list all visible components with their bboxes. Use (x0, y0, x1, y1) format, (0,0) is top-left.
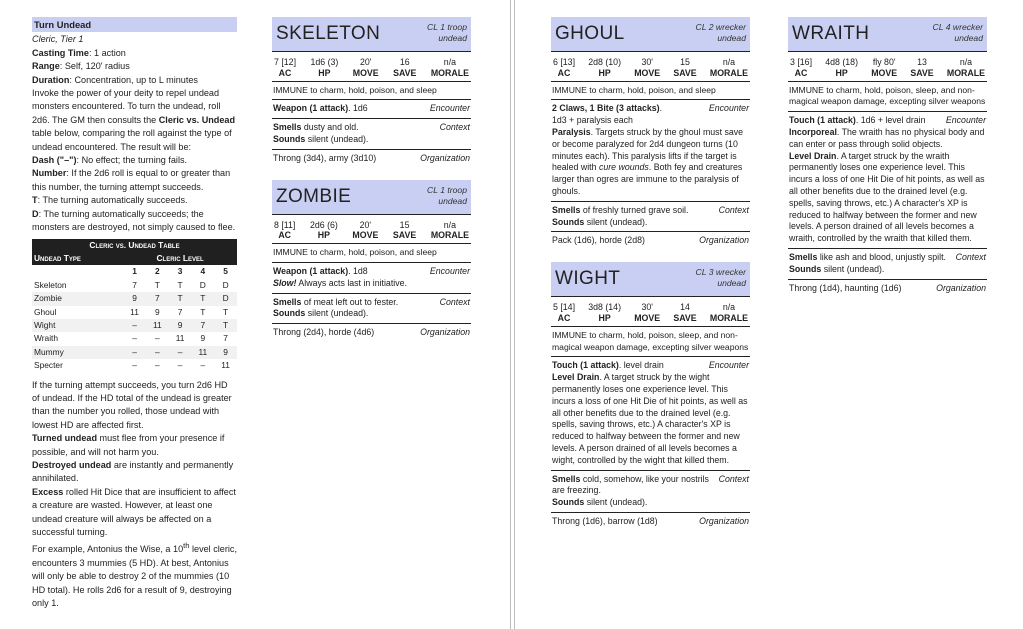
stat-save: 15 SAVE (392, 219, 417, 241)
attack-row: Encounter Weapon (1 attack). 1d8 Slow! Always acts last in initiative. (272, 263, 471, 294)
number-result: Number: If the 2d6 roll is equal to or greater than this number, the turning attempt succeeds. (32, 168, 231, 192)
senses-row: Context Smells dusty and old. Sounds silent (undead). (272, 119, 471, 150)
immunities: IMMUNE to charm, hold, poison, and sleep (551, 82, 750, 101)
challenge-level: CL 1 troop undead (427, 22, 467, 43)
range-line: Range: Self, 120' radius (32, 61, 130, 72)
senses-row: Context Smells cold, somehow, like your nostrils are freezing. Sounds silent (undead). (551, 471, 750, 513)
monster-name: WIGHT (555, 268, 621, 290)
wight-statblock (551, 262, 750, 531)
col-cleric-level: Cleric Level (123, 252, 237, 265)
dash-result: Dash ("–"): No effect; the turning fails. (32, 155, 188, 166)
stat-save: 13 SAVE (910, 57, 934, 78)
stat-ac: 6 [13] AC (553, 57, 576, 78)
senses-row: Context Smells of freshly turned grave soil. Sounds silent (undead). (551, 202, 750, 233)
senses-row: Context Smells like ash and blood, unjustly spilt. Sounds silent (undead). (788, 249, 987, 280)
turned-undead-line: Turned undead must flee from your presence if possible, and will not harm you. (32, 433, 225, 457)
stat-hp: 3d8 (14) HP (588, 302, 621, 323)
stat-morale: n/a MORALE (709, 302, 748, 323)
level-cell: 2 (154, 266, 160, 277)
wraith-statblock (788, 17, 987, 297)
stat-hp: 2d8 (10) HP (588, 57, 621, 78)
immunities: IMMUNE to charm, hold, poison, sleep, and non-magical weapon damage, excepting silver weapons (551, 327, 750, 358)
attack-row: Encounter Weapon (1 attack). 1d6 (272, 100, 471, 119)
table-row: Mummy – – – 11 9 (32, 346, 237, 359)
organization-row: Organization Throng (3d4), army (3d10) (273, 152, 470, 163)
stat-ac: 8 [11] AC (274, 219, 296, 241)
stat-row (788, 52, 987, 82)
table-row: Wraith – – 11 9 7 (34, 333, 228, 344)
stat-hp: 2d6 (6) HP (309, 219, 338, 241)
monster-column-3 (551, 17, 750, 543)
stat-ac: 3 [16] AC (790, 57, 813, 78)
organization-row: Organization Throng (1d4), haunting (1d6) (789, 282, 986, 293)
after-table-text: If the turning attempt succeeds, you turn 2d6 HD of undead. If the HD total of the undead is greater than the number you rolled, those undead with lowest HD are affected first. (32, 379, 232, 430)
organization-row: Organization Throng (1d6), barrow (1d8) (552, 515, 749, 526)
senses-row: Context Smells of meat left out to fester. Sounds silent (undead). (272, 294, 471, 325)
d-result: D: The turning automatically succeeds; the monsters are destroyed, not simply caused to flee. (32, 208, 236, 233)
stat-morale: n/a MORALE (430, 219, 469, 241)
monster-header (551, 17, 750, 52)
level-cell: 1 (132, 266, 137, 277)
example-text: For example, Antonius the Wise, a 10th level cleric, encounters 3 mummies (5 HD). At best, Antonius will only be able to destroy 2 of the mummies (10 HD total). He rolls 2d6 for a result of 9, destroying only 1. (32, 541, 237, 609)
casting-time-line: Casting Time: 1 action (32, 47, 126, 58)
stat-move: fly 80' MOVE (871, 57, 898, 78)
stat-ac: 7 [12] AC (274, 57, 297, 78)
ghoul-statblock (551, 17, 750, 250)
monster-column-4 (788, 17, 987, 309)
stat-move: 20' MOVE (352, 219, 379, 241)
duration-line: Duration: Concentration, up to L minutes (32, 74, 198, 85)
stat-hp: 4d8 (18) HP (825, 57, 858, 78)
stat-hp: 1d6 (3) HP (310, 57, 339, 78)
organization-row: Organization Pack (1d6), horde (2d8) (552, 235, 749, 246)
table-row: Ghoul 11 9 7 T T (34, 306, 229, 317)
stat-morale: n/a MORALE (709, 57, 748, 78)
stat-morale: n/a MORALE (430, 57, 469, 78)
spell-intro: Invoke the power of your deity to repel undead monsters encountered. To turn the undead, roll 2d6. The GM then consults the Cleric vs. Undead table below, comparing the roll against the type of undead encountered. The result will be: (32, 88, 236, 152)
monster-name: GHOUL (555, 23, 625, 44)
attack-row: Encounter 2 Claws, 1 Bite (3 attacks). 1d3 + paralysis each Paralysis. Targets struck by the ghoul must save or become paralyzed for 2d4 dungeon turns (10 minutes each). This paralysis lifts if the target is healed with cure wounds. Both fey and creatures larger than ogres are immune to the paralysis of ghouls. (551, 100, 750, 201)
immunities: IMMUNE to charm, hold, poison, sleep, and non-magical weapon damage, excepting silver weapons (788, 82, 987, 113)
excess-line: Excess rolled Hit Dice that are insufficient to affect a creature are wasted. However, at least one undead creature will always be affected on a successful turning. (32, 486, 236, 538)
immunities: IMMUNE to charm, hold, poison, and sleep (272, 82, 471, 101)
organization-row: Organization Throng (2d4), horde (4d6) (273, 327, 470, 338)
stat-save: 14 SAVE (673, 302, 697, 323)
table-row: Specter – – – – 11 (34, 360, 230, 371)
monster-header (788, 17, 987, 52)
stat-save: 16 SAVE (393, 57, 417, 78)
level-cell: 3 (177, 266, 183, 277)
challenge-level: CL 1 troop undead (427, 184, 467, 206)
attack-row: Encounter Touch (1 attack). 1d6 + level drain Incorporeal. The wraith has no physical body and can enter or pass through solid objects. Level Drain. A target struck by the wraith permanently loses one experience level. This incurs a loss of one Hit Die of hit points, as well as all other benefits due to the drained level (e.g. spells, saving throws, etc.) A character's XP is reduced to halfway between the former and new levels. A person drained of all levels becomes a wraith, controlled by the wraith that killed them. (788, 112, 987, 249)
stat-row (551, 297, 750, 327)
spell-title: Turn Undead (32, 17, 237, 32)
table-row: Zombie 9 7 T T D (32, 292, 237, 305)
challenge-level: CL 2 wrecker undead (695, 22, 746, 43)
monster-name: WRAITH (792, 23, 870, 44)
stat-save: 15 SAVE (673, 57, 697, 78)
level-cell: 5 (223, 266, 228, 277)
col-undead-type: Undead Type (32, 252, 123, 265)
destroyed-undead-line: Destroyed undead are instantly and permanently annihilated. (32, 460, 234, 484)
stat-ac: 5 [14] AC (553, 302, 576, 323)
challenge-level: CL 3 wrecker undead (695, 267, 746, 289)
attack-row: Encounter Touch (1 attack). level drain Level Drain. A target struck by the wight permanently loses one experience level. This incurs a loss of one Hit Die of hit points, as well as all other benefits due to the drained level (e.g. spells, saving throws, etc.) A character's XP is reduced to halfway between the former and new levels. A person drained of all levels becomes a wight, controlled by the wight that killed them. (551, 357, 750, 470)
monster-name: SKELETON (276, 23, 381, 44)
level-cell: 4 (200, 266, 206, 277)
spell-subtitle: Cleric, Tier 1 (32, 34, 84, 45)
challenge-level: CL 4 wrecker undead (932, 22, 983, 43)
table-row: Wight – 11 9 7 T (32, 319, 237, 332)
monster-name: ZOMBIE (276, 185, 352, 207)
table-row: Skeleton 7 T T D D (34, 279, 229, 290)
stat-row (551, 52, 750, 82)
stat-move: 30' MOVE (634, 302, 661, 323)
immunities: IMMUNE to charm, hold, poison, and sleep (272, 244, 471, 263)
monster-header (551, 262, 750, 297)
stat-move: 30' MOVE (634, 57, 661, 78)
table-title: Cleric vs. Undead Table (32, 239, 237, 252)
stat-morale: n/a MORALE (946, 57, 985, 78)
t-result: T: The turning automatically succeeds. (32, 195, 188, 206)
stat-move: 20' MOVE (352, 57, 379, 78)
